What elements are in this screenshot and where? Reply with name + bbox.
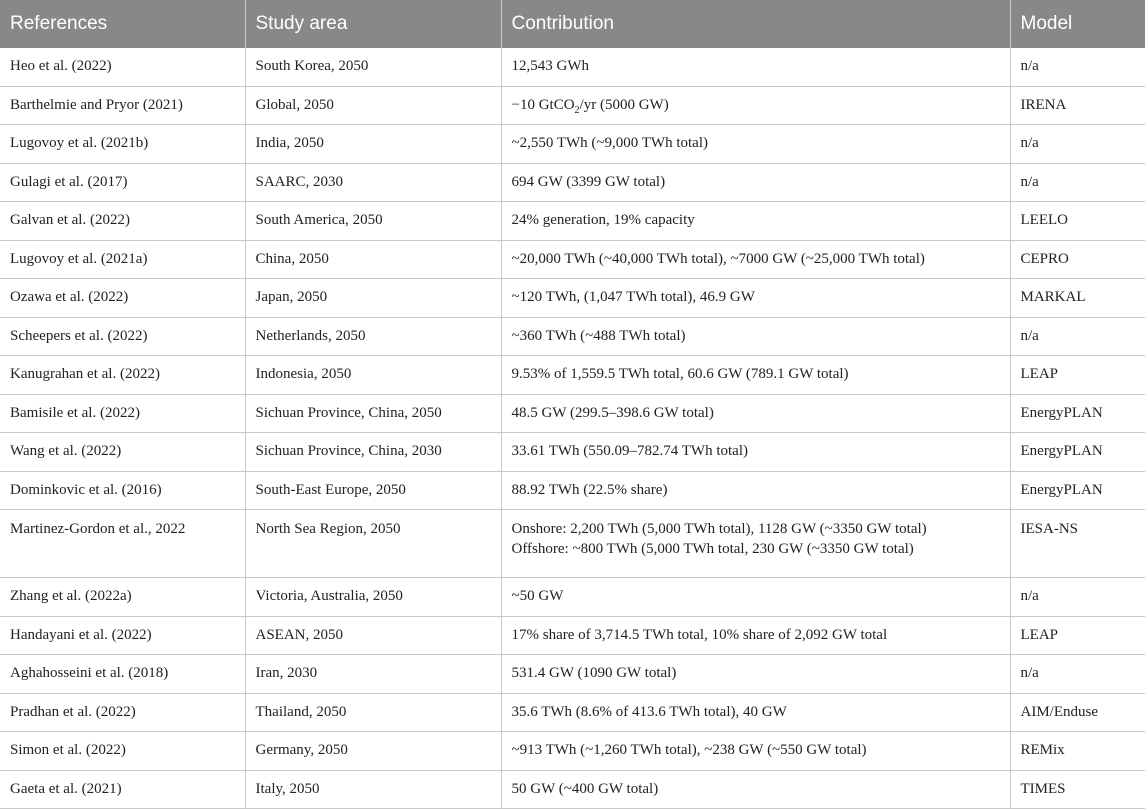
study-area-cell: China, 2050 — [245, 240, 501, 279]
contribution-cell — [501, 125, 1010, 164]
header-model: Model — [1010, 0, 1145, 48]
model-cell: LEELO — [1010, 202, 1145, 241]
table-row — [0, 240, 1145, 279]
study-area-cell: Global, 2050 — [245, 86, 501, 125]
reference-cell: Kanugrahan et al. (2022) — [0, 356, 245, 395]
contribution-line: ~360 TWh (~488 TWh total) — [511, 327, 686, 344]
reference-cell: Zhang et al. (2022a) — [0, 578, 245, 617]
study-area-cell: Germany, 2050 — [245, 732, 501, 771]
study-area-cell: Victoria, Australia, 2050 — [245, 578, 501, 617]
table-row — [0, 655, 1145, 694]
contribution-cell — [501, 770, 1010, 809]
model-cell: n/a — [1010, 163, 1145, 202]
model-cell: LEAP — [1010, 356, 1145, 395]
contribution-line: ~20,000 TWh (~40,000 TWh total), ~7000 GW (~25,000 TWh total) — [511, 250, 925, 267]
contribution-line: Onshore: 2,200 TWh (5,000 TWh total), 1128 GW (~3350 GW total) — [511, 521, 927, 537]
table-row — [0, 578, 1145, 617]
reference-cell: Pradhan et al. (2022) — [0, 693, 245, 732]
model-cell: CEPRO — [1010, 240, 1145, 279]
study-area-cell: ASEAN, 2050 — [245, 616, 501, 655]
contribution-line: ~2,550 TWh (~9,000 TWh total) — [511, 135, 708, 152]
reference-cell: Dominkovic et al. (2016) — [0, 471, 245, 510]
contribution-cell — [501, 279, 1010, 318]
table-row — [0, 163, 1145, 202]
study-area-cell: Sichuan Province, China, 2030 — [245, 433, 501, 472]
model-cell: n/a — [1010, 48, 1145, 86]
reference-cell: Lugovoy et al. (2021b) — [0, 125, 245, 164]
reference-cell: Lugovoy et al. (2021a) — [0, 240, 245, 279]
header-references: References — [0, 0, 245, 48]
reference-cell: Ozawa et al. (2022) — [0, 279, 245, 318]
contribution-cell — [501, 616, 1010, 655]
study-area-cell: North Sea Region, 2050 — [245, 510, 501, 578]
reference-cell: Wang et al. (2022) — [0, 433, 245, 472]
reference-cell: Aghahosseini et al. (2018) — [0, 655, 245, 694]
contribution-cell — [501, 86, 1010, 125]
header-contribution: Contribution — [501, 0, 1010, 48]
contribution-cell — [501, 394, 1010, 433]
reference-cell: Martinez-Gordon et al., 2022 — [0, 510, 245, 578]
contribution-line: 24% generation, 19% capacity — [511, 212, 695, 229]
header-row — [0, 0, 1145, 48]
model-cell: TIMES — [1010, 770, 1145, 809]
table-row — [0, 356, 1145, 395]
model-cell: MARKAL — [1010, 279, 1145, 318]
table-row — [0, 433, 1145, 472]
model-cell: EnergyPLAN — [1010, 471, 1145, 510]
table-row — [0, 732, 1145, 771]
contribution-cell — [501, 317, 1010, 356]
table-row — [0, 86, 1145, 125]
contribution-cell — [501, 471, 1010, 510]
contribution-line: 531.4 GW (1090 GW total) — [511, 665, 677, 682]
study-area-cell: South America, 2050 — [245, 202, 501, 241]
contribution-line: 12,543 GWh — [511, 58, 589, 75]
model-cell: AIM/Enduse — [1010, 693, 1145, 732]
contribution-line: −10 GtCO$_2$/yr (5000 GW) — [511, 96, 669, 116]
table-row — [0, 317, 1145, 356]
contribution-line: Offshore: ~800 TWh (5,000 TWh total, 230 GW (~3350 GW total) — [511, 541, 914, 557]
table-row — [0, 279, 1145, 318]
model-cell: n/a — [1010, 125, 1145, 164]
table-row — [0, 202, 1145, 241]
contribution-line: 48.5 GW (299.5–398.6 GW total) — [511, 404, 714, 421]
table-header — [0, 0, 1145, 48]
reference-cell: Scheepers et al. (2022) — [0, 317, 245, 356]
model-cell: EnergyPLAN — [1010, 433, 1145, 472]
contribution-cell — [501, 510, 1010, 578]
table-row — [0, 510, 1145, 578]
reference-cell: Handayani et al. (2022) — [0, 616, 245, 655]
contribution-line: ~50 GW — [511, 588, 564, 605]
reference-cell: Galvan et al. (2022) — [0, 202, 245, 241]
reference-cell: Simon et al. (2022) — [0, 732, 245, 771]
model-cell: n/a — [1010, 655, 1145, 694]
reference-cell: Gaeta et al. (2021) — [0, 770, 245, 809]
reference-cell: Bamisile et al. (2022) — [0, 394, 245, 433]
table-row — [0, 616, 1145, 655]
study-area-cell: South-East Europe, 2050 — [245, 471, 501, 510]
contribution-line: 50 GW (~400 GW total) — [511, 780, 659, 797]
contribution-line: 33.61 TWh (550.09–782.74 TWh total) — [511, 443, 748, 460]
header-study-area: Study area — [245, 0, 501, 48]
model-cell: REMix — [1010, 732, 1145, 771]
contribution-cell — [501, 433, 1010, 472]
study-area-cell: Thailand, 2050 — [245, 693, 501, 732]
study-area-cell: Iran, 2030 — [245, 655, 501, 694]
contribution-line: ~913 TWh (~1,260 TWh total), ~238 GW (~550 GW total) — [511, 742, 867, 759]
contribution-line: 9.53% of 1,559.5 TWh total, 60.6 GW (789.1 GW total) — [511, 366, 849, 383]
contribution-cell — [501, 163, 1010, 202]
study-area-cell: SAARC, 2030 — [245, 163, 501, 202]
model-cell: n/a — [1010, 317, 1145, 356]
table-row — [0, 394, 1145, 433]
contribution-cell — [501, 202, 1010, 241]
contribution-cell — [501, 356, 1010, 395]
contribution-line: 17% share of 3,714.5 TWh total, 10% share of 2,092 GW total — [511, 626, 888, 643]
study-area-cell: Sichuan Province, China, 2050 — [245, 394, 501, 433]
model-cell: LEAP — [1010, 616, 1145, 655]
study-area-cell: Indonesia, 2050 — [245, 356, 501, 395]
contribution-cell — [501, 240, 1010, 279]
contribution-cell — [501, 655, 1010, 694]
reference-cell: Heo et al. (2022) — [0, 48, 245, 86]
study-area-cell: Italy, 2050 — [245, 770, 501, 809]
contribution-line: 35.6 TWh (8.6% of 413.6 TWh total), 40 GW — [511, 703, 787, 720]
table-body — [0, 48, 1145, 809]
study-area-cell: Netherlands, 2050 — [245, 317, 501, 356]
contribution-line: ~120 TWh, (1,047 TWh total), 46.9 GW — [511, 289, 755, 306]
study-area-cell: India, 2050 — [245, 125, 501, 164]
model-cell: IESA-NS — [1010, 510, 1145, 578]
table-row — [0, 48, 1145, 86]
model-cell: EnergyPLAN — [1010, 394, 1145, 433]
table-row — [0, 693, 1145, 732]
study-area-cell: Japan, 2050 — [245, 279, 501, 318]
model-cell: n/a — [1010, 578, 1145, 617]
contribution-cell — [501, 732, 1010, 771]
contribution-cell — [501, 693, 1010, 732]
model-cell: IRENA — [1010, 86, 1145, 125]
reference-cell: Gulagi et al. (2017) — [0, 163, 245, 202]
study-area-cell: South Korea, 2050 — [245, 48, 501, 86]
contribution-cell — [501, 578, 1010, 617]
reference-cell: Barthelmie and Pryor (2021) — [0, 86, 245, 125]
contribution-line: 694 GW (3399 GW total) — [511, 173, 666, 190]
table-row — [0, 471, 1145, 510]
contribution-line: 88.92 TWh (22.5% share) — [511, 481, 668, 498]
table-row — [0, 125, 1145, 164]
table-row — [0, 770, 1145, 809]
contribution-cell — [501, 48, 1010, 86]
